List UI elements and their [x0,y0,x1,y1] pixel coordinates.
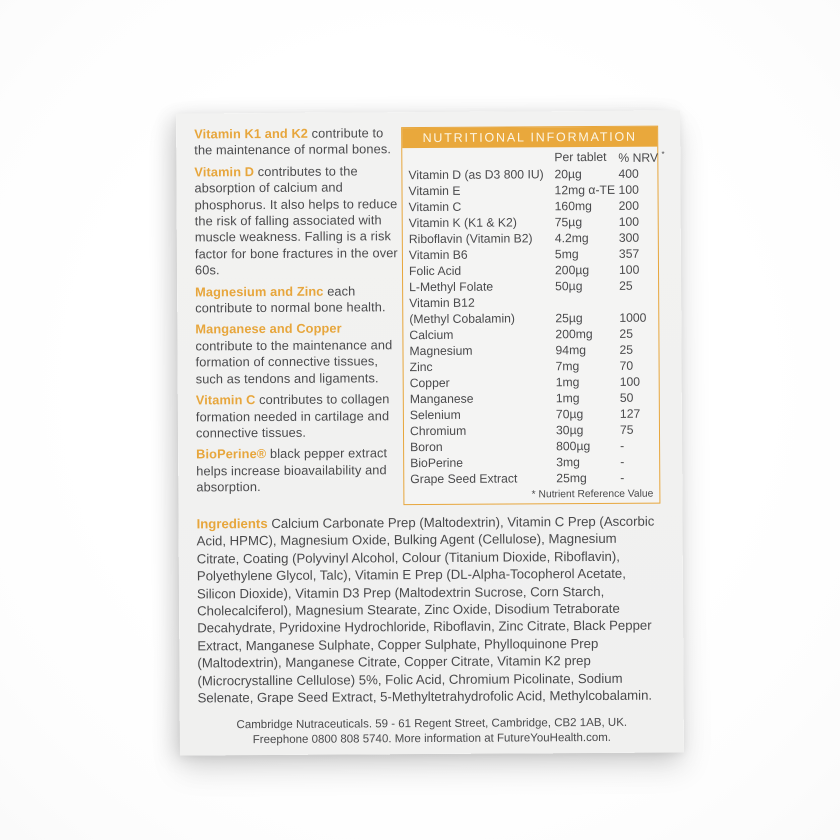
nutrient-nrv: 50 [619,390,634,405]
nutrient-name: Calcium [409,327,454,343]
nutrient-nrv: 1000 [619,310,647,325]
benefit-text: contribute to the maintenance and formation of connective tissues, such as tendons and ligaments. [195,337,393,387]
table-row [403,246,658,264]
nutrient-name: Vitamin D (as D3 800 IU) [408,167,544,183]
nutrient-name: Vitamin B12 [409,295,475,311]
table-row [404,454,659,472]
nutrient-nrv: 127 [619,406,641,421]
table-row [403,214,658,232]
nutrient-nrv: 70 [619,358,634,373]
nutrient-name: Folic Acid [408,263,462,279]
benefits-column [194,125,402,501]
nutrient-nrv: 100 [619,374,641,389]
contact-address: Cambridge Nutraceuticals. 59 - 61 Regent Street, Cambridge, CB2 1AB, UK. [236,716,628,732]
table-row [403,198,658,216]
nutrient-nrv: - [620,438,625,453]
nutrient-amount: 5mg [554,247,579,262]
nutrient-amount: 12mg α-TE [554,182,616,198]
benefit-lead: Vitamin C [195,392,256,408]
nutrient-amount [555,294,619,310]
table-row [404,374,659,392]
col-header-nrv [618,150,664,165]
nutrient-name: Chromium [409,423,467,439]
table-row [404,406,659,424]
nutrient-amount: 200µg [554,263,590,278]
table-row [402,182,657,200]
nutrition-table [401,126,665,506]
nutrient-amount: 70µg [555,407,584,422]
nutrient-name: Manganese [409,391,474,407]
nutrient-amount: 7mg [555,359,580,374]
benefit-paragraph [195,283,401,317]
nutrient-amount: 160mg [554,199,592,214]
table-row [403,310,658,328]
col-header-nrv-label: % NRV [618,150,659,165]
contact-phone-web: Freephone 0800 808 5740. More information at FutureYouHealth.com. [252,731,612,747]
nutrient-amount: 200mg [555,327,593,342]
nutrient-name: Zinc [409,360,433,375]
nutrient-name: (Methyl Cobalamin) [409,311,516,327]
nutrient-name: BioPerine [410,455,464,471]
benefit-paragraph [194,125,400,159]
product-label [176,110,684,755]
nutrient-name: Boron [410,439,443,455]
ingredients-lead: Ingredients [196,515,268,532]
nutrient-nrv: 400 [618,166,639,181]
table-row [404,358,659,376]
nutrient-name: Copper [409,375,450,391]
benefit-text: black pepper extract helps increase bioavailability and absorption. [196,445,388,495]
nutrient-amount: 25mg [556,471,587,486]
nutrient-amount: 75µg [554,215,583,230]
nutrient-amount: 1mg [555,375,580,390]
benefit-lead: Vitamin K1 and K2 [194,125,309,142]
nutrient-amount: 25µg [555,311,583,326]
nutrient-amount: 1mg [555,391,580,406]
nutrient-nrv: 100 [618,182,639,197]
nutrient-amount: 3mg [556,455,580,470]
table-row [403,294,658,312]
benefit-text: contributes to the absorption of calcium and phosphorus. It also helps to reduce the risk of falling associated with muscle weakness. Falling is a risk factor for bone fractures in the over 60s. [194,163,398,278]
nutrient-nrv: 300 [618,230,640,245]
table-row [403,262,658,280]
nutrient-nrv [619,294,654,310]
nutrient-amount: 50µg [555,279,583,294]
ingredients-text: Calcium Carbonate Prep (Maltodextrin), Vitamin C Prep (Ascorbic Acid, HPMC), Magnesium Oxide, Bulking Agent (Cellulose), Magnesium Citrate, Coating (Polyvinyl Alcohol, Colour (Titanium Dioxide, Riboflavin), Polyethylene Glycol, Talc), Vitamin E Prep (DL-Alpha-Tocopherol Acetate, Silicon Dioxide), Vitamin D3 Prep (Maltodextrin Sucrose, Corn Starch, Cholecalciferol), Magnesium Stearate, Zinc Oxide, Disodium Tetraborate Decahydrate, Pyridoxine Hydrochloride, Riboflavin, Zinc Citrate, Black Pepper Extract, Manganese Sulphate, Copper Sulphate, Phylloquinone Prep (Maltodextrin), Manganese Citrate, Copper Citrate, Vitamin K2 prep (Microcrystalline Cellulose) 5%, Folic Acid, Chromium Picolinate, Sodium Selenate, Grape Seed Extract, 5-Methyltetrahydrofolic Acid, Methylcobalamin. [196,513,655,706]
benefit-paragraph [194,163,401,279]
nutrient-name: Magnesium [409,343,473,359]
table-row [404,422,659,440]
nutrient-nrv: 25 [619,326,634,341]
table-row [403,230,658,248]
table-row [404,470,659,488]
nutrient-name: Vitamin E [408,183,461,199]
nrv-asterisk: * [661,149,665,159]
nutrient-name: Selenium [409,407,461,423]
nutrient-name: Vitamin B6 [408,247,468,263]
nutrient-name: Vitamin C [408,199,462,215]
table-row [404,390,659,408]
benefit-text: contributes to collagen formation needed in cartilage and connective tissues. [195,391,390,441]
benefit-lead: Manganese and Copper [195,321,342,337]
benefit-paragraph [195,321,401,388]
ingredients-paragraph [196,513,661,707]
table-row [402,166,657,184]
nutrient-nrv: 100 [618,262,640,277]
benefit-paragraph [196,445,402,495]
nutrient-amount: 30µg [555,423,584,438]
nutrition-table-rows [402,166,659,488]
nutrient-nrv: 200 [618,198,640,213]
nutrition-table-headers [402,147,665,168]
nutrient-name: Vitamin K (K1 & K2) [408,215,517,231]
benefit-text: contribute to the maintenance of normal bones. [194,125,392,158]
nutrient-nrv: - [620,470,625,485]
nutrient-amount: 800µg [556,439,591,454]
nutrient-nrv: - [620,454,625,469]
contact-info [180,715,684,748]
nutrient-name: Riboflavin (Vitamin B2) [408,231,533,247]
benefit-lead: Vitamin D [194,163,255,180]
nutrient-amount: 20µg [554,167,582,182]
nutrient-name: Grape Seed Extract [410,471,518,487]
table-row [403,326,658,344]
table-row [403,278,658,296]
benefit-lead: Magnesium and Zinc [195,283,324,300]
nutrient-nrv: 357 [618,246,640,261]
nutrient-nrv: 75 [619,422,634,437]
table-row [404,438,659,456]
nutrition-table-title: NUTRITIONAL INFORMATION [402,127,657,149]
table-row [403,342,658,360]
col-header-spacer [408,150,554,166]
col-header-per-tablet: Per tablet [554,149,607,165]
benefit-paragraph [196,391,402,441]
nrv-footnote: * Nutrient Reference Value [531,488,654,501]
benefit-lead: BioPerine® [196,446,267,462]
nutrient-nrv: 25 [619,278,633,293]
benefit-text: each contribute to normal bone health. [195,283,386,316]
nutrient-amount: 4.2mg [554,231,589,246]
nutrient-nrv: 25 [619,342,634,357]
nutrient-nrv: 100 [618,214,640,229]
nutrient-name: L-Methyl Folate [409,279,494,295]
nutrient-amount: 94mg [555,343,587,358]
